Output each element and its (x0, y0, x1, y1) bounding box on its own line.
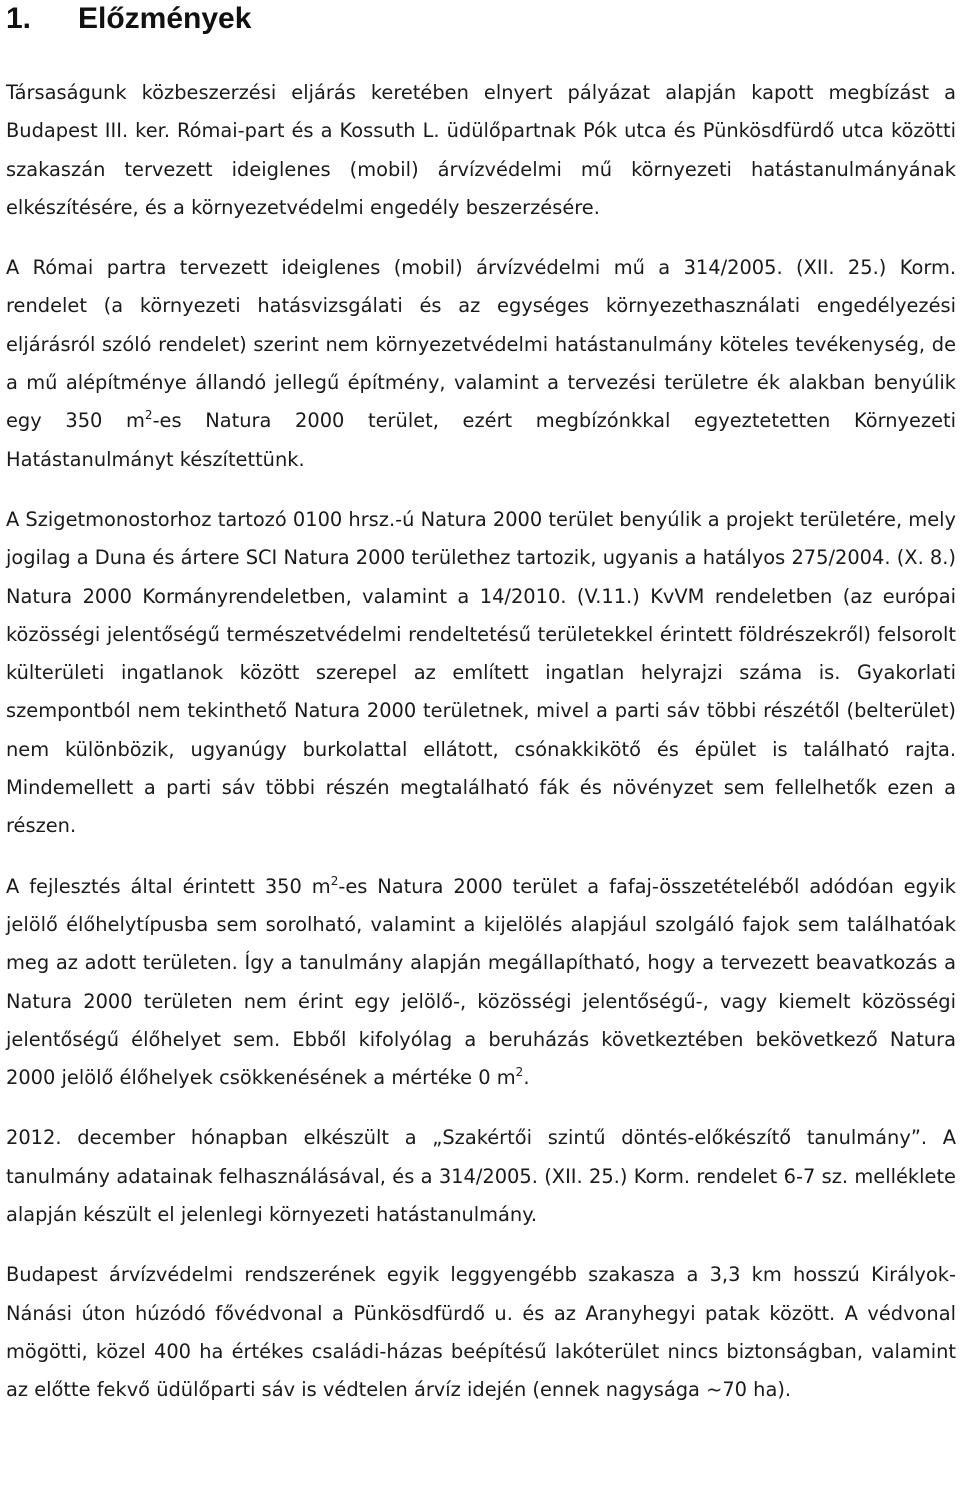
paragraph-habitat-impact (6, 868, 956, 1098)
superscript: 2 (515, 1065, 524, 1080)
paragraph-text: . (523, 1066, 530, 1090)
section-number: 1. (6, 2, 32, 35)
paragraph-text: A Római partra tervezett ideiglenes (mobil) árvízvédelmi mű a 314/2005. (XII. 25.) Korm. rendelet (a környezeti hatásvizsgálati és az egységes környezethasználati engedélyezési eljárásról szóló rendelet) szerint nem környezetvédelmi hatástanulmány köteles tevékenység, de a mű alépítménye állandó jellegű építmény, valamint a tervezési területre ék alakban benyúlik egy 350 m (6, 256, 956, 433)
superscript: 2 (330, 873, 339, 888)
paragraph-legal-basis (6, 249, 956, 479)
paragraph-text: -es Natura 2000 terület a fafaj-összetételéből adódóan egyik jelölő élőhelytípusba sem sorolható, valamint a kijelölés alapjául szolgáló fajok sem találhatóak meg az adott területen. Így a tanulmány alapján megállapítható, hogy a tervezett beavatkozás a Natura 2000 területen nem érint egy jelölő-, közösségi jelentőségű-, vagy kiemelt közösségi jelentőségű élőhelyet sem. Ebből kifolyólag a beruházás következtében bekövetkező Natura 2000 jelölő élőhelyek csökkenésének a mértéke 0 m (6, 874, 956, 1090)
paragraph-text: A fejlesztés által érintett 350 m (6, 874, 331, 898)
paragraph-study: 2012. december hónapban elkészült a „Szakértői szintű döntés-előkészítő tanulmány”. A tanulmány adatainak felhasználásával, és a 314/2005. (XII. 25.) Korm. rendelet 6-7 sz. melléklete alapján készült el jelenlegi környezeti hatástanulmány. (6, 1126, 956, 1227)
document-page (6, 0, 956, 1410)
paragraph-assignment: Társaságunk közbeszerzési eljárás keretében elnyert pályázat alapján kapott megbízást a Budapest III. ker. Római-part és a Kossuth L. üdülőpartnak Pók utca és Pünkösdfürdő utca közötti szakaszán tervezett ideiglenes (mobil) árvízvédelmi mű környezeti hatástanulmányának elkészítésére, és a környezetvédelmi engedély beszerzésére. (6, 81, 956, 219)
superscript: 2 (144, 408, 153, 423)
section-heading (6, 0, 956, 36)
paragraph-natura-area: A Szigetmonostorhoz tartozó 0100 hrsz.-ú Natura 2000 terület benyúlik a projekt területére, mely jogilag a Duna és ártere SCI Natura 2000 területhez tartozik, ugyanis a hatályos 275/2004. (X. 8.) Natura 2000 Kormányrendeletben, valamint a 14/2010. (V.11.) KvVM rendeletben (az európai közösségi jelentőségű természetvédelmi rendeltetésű területekkel érintett földrészekről) felsorolt külterületi ingatlanok között szerepel az említett ingatlan helyrajzi száma is. Gyakorlati szempontból nem tekinthető Natura 2000 területnek, mivel a parti sáv többi részétől (belterület) nem különbözik, ugyanúgy burkolattal ellátott, csónakkikötő és épület is található rajta. Mindemellett a parti sáv többi részén megtalálható fák és növényzet sem fellelhetők ezen a részen. (6, 507, 956, 838)
paragraph-flood-defense: Budapest árvízvédelmi rendszerének egyik leggyengébb szakasza a 3,3 km hosszú Királyok-Nánási úton húzódó fővédvonal a Pünkösdfürdő u. és az Aranyhegyi patak között. A védvonal mögötti, közel 400 ha értékes családi-házas beépítésű lakóterület nincs biztonságban, valamint az előtte fekvő üdülőparti sáv is védtelen árvíz idején (ennek nagysága ~70 ha). (6, 1263, 956, 1402)
section-title: Előzmények (78, 2, 252, 35)
paragraph-text: -es Natura 2000 terület, ezért megbízónkkal egyeztetetten Környezeti Hatástanulmányt készítettünk. (6, 409, 956, 471)
